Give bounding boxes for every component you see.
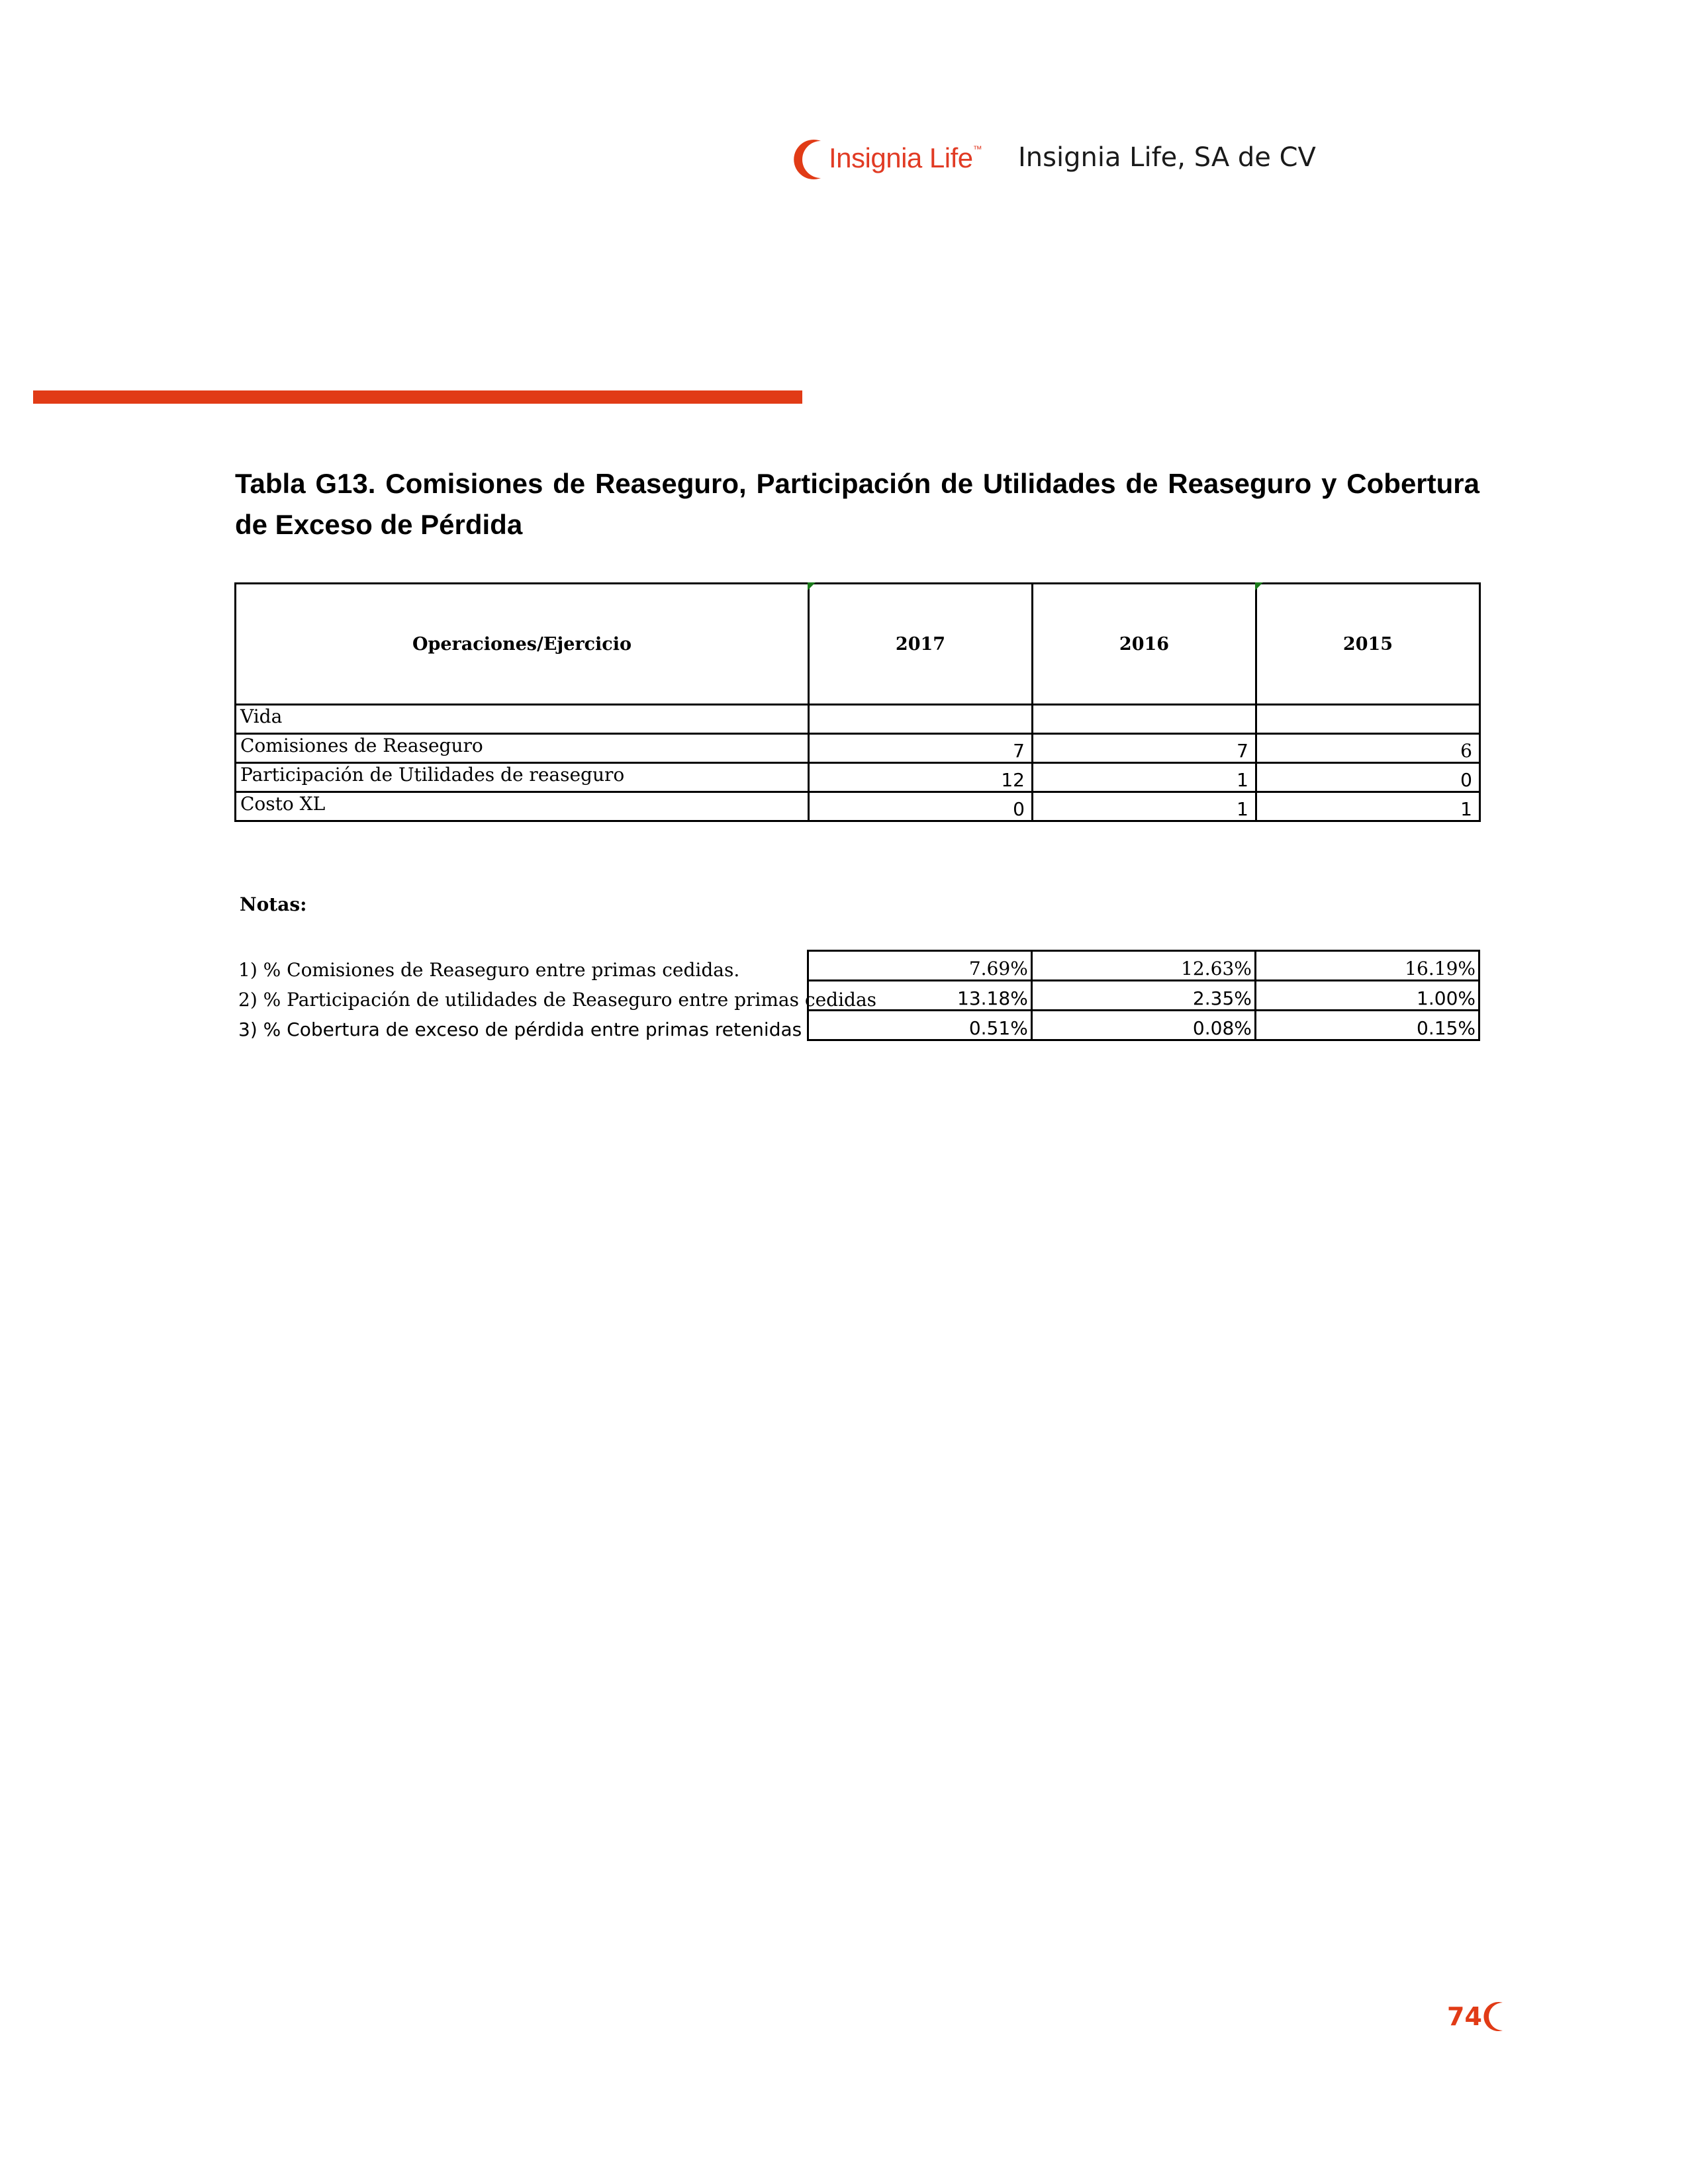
note-value-2017: 7.69% — [808, 951, 1031, 981]
row-label: Comisiones de Reaseguro — [236, 734, 809, 763]
note-value-2015: 1.00% — [1255, 981, 1479, 1011]
row-label: Vida — [236, 705, 809, 734]
cell-2016: 1 — [1033, 763, 1256, 792]
header-2015: 2015 — [1256, 584, 1480, 705]
table-title: Tabla G13. Comisiones de Reaseguro, Participación de Utilidades de Reaseguro y Cobertura de Exceso de Pérdida — [235, 468, 1479, 540]
logo-wordmark: Insignia Life™ — [829, 142, 982, 173]
note-value-2016: 0.08% — [1031, 1011, 1255, 1040]
notes-title: Notas: — [240, 893, 307, 915]
note-value-2015: 16.19% — [1255, 951, 1479, 981]
note-value-2016: 2.35% — [1031, 981, 1255, 1011]
header-operations: Operaciones/Ejercicio — [236, 584, 809, 705]
cell-2015: 6 — [1256, 734, 1480, 763]
table-row — [234, 951, 1479, 981]
cell-2015 — [1256, 705, 1480, 734]
cell-2017 — [809, 705, 1033, 734]
note-value-2016: 12.63% — [1031, 951, 1255, 981]
cell-2016: 7 — [1033, 734, 1256, 763]
crescent-logo-icon — [794, 136, 834, 182]
note-label: 1) % Comisiones de Reaseguro entre primas cedidas. — [238, 958, 740, 981]
cell-2017: 7 — [809, 734, 1033, 763]
insignia-life-logo — [794, 136, 980, 182]
cell-2017: 12 — [809, 763, 1033, 792]
page-number: 74 — [1447, 2002, 1482, 2031]
cell-2017: 0 — [809, 792, 1033, 821]
table-row — [234, 1011, 1479, 1040]
header-2017: 2017 — [809, 584, 1033, 705]
notes-table — [234, 950, 1480, 1041]
table-row — [236, 734, 1480, 763]
note-value-2017: 0.51% — [808, 1011, 1031, 1040]
cell-2015: 1 — [1256, 792, 1480, 821]
note-value-2015: 0.15% — [1255, 1011, 1479, 1040]
table-row — [236, 705, 1480, 734]
cell-2016 — [1033, 705, 1256, 734]
row-label: Costo XL — [236, 792, 809, 821]
note-label: 3) % Cobertura de exceso de pérdida entre primas retenidas — [238, 1018, 802, 1040]
cell-2016: 1 — [1033, 792, 1256, 821]
note-label: 2) % Participación de utilidades de Reaseguro entre primas cedidas — [238, 988, 877, 1011]
table-header-row — [236, 584, 1480, 705]
cell-flag-icon — [1255, 582, 1263, 590]
table-row — [236, 792, 1480, 821]
row-label: Participación de Utilidades de reaseguro — [236, 763, 809, 792]
reinsurance-table — [234, 582, 1481, 822]
header-2016: 2016 — [1033, 584, 1256, 705]
table-row — [234, 981, 1479, 1011]
table-row — [236, 763, 1480, 792]
company-name: Insignia Life, SA de CV — [1018, 142, 1316, 173]
cell-flag-icon — [808, 582, 816, 590]
note-value-2017: 13.18% — [808, 981, 1031, 1011]
crescent-icon — [1483, 2000, 1509, 2033]
accent-divider — [33, 390, 802, 404]
cell-2015: 0 — [1256, 763, 1480, 792]
